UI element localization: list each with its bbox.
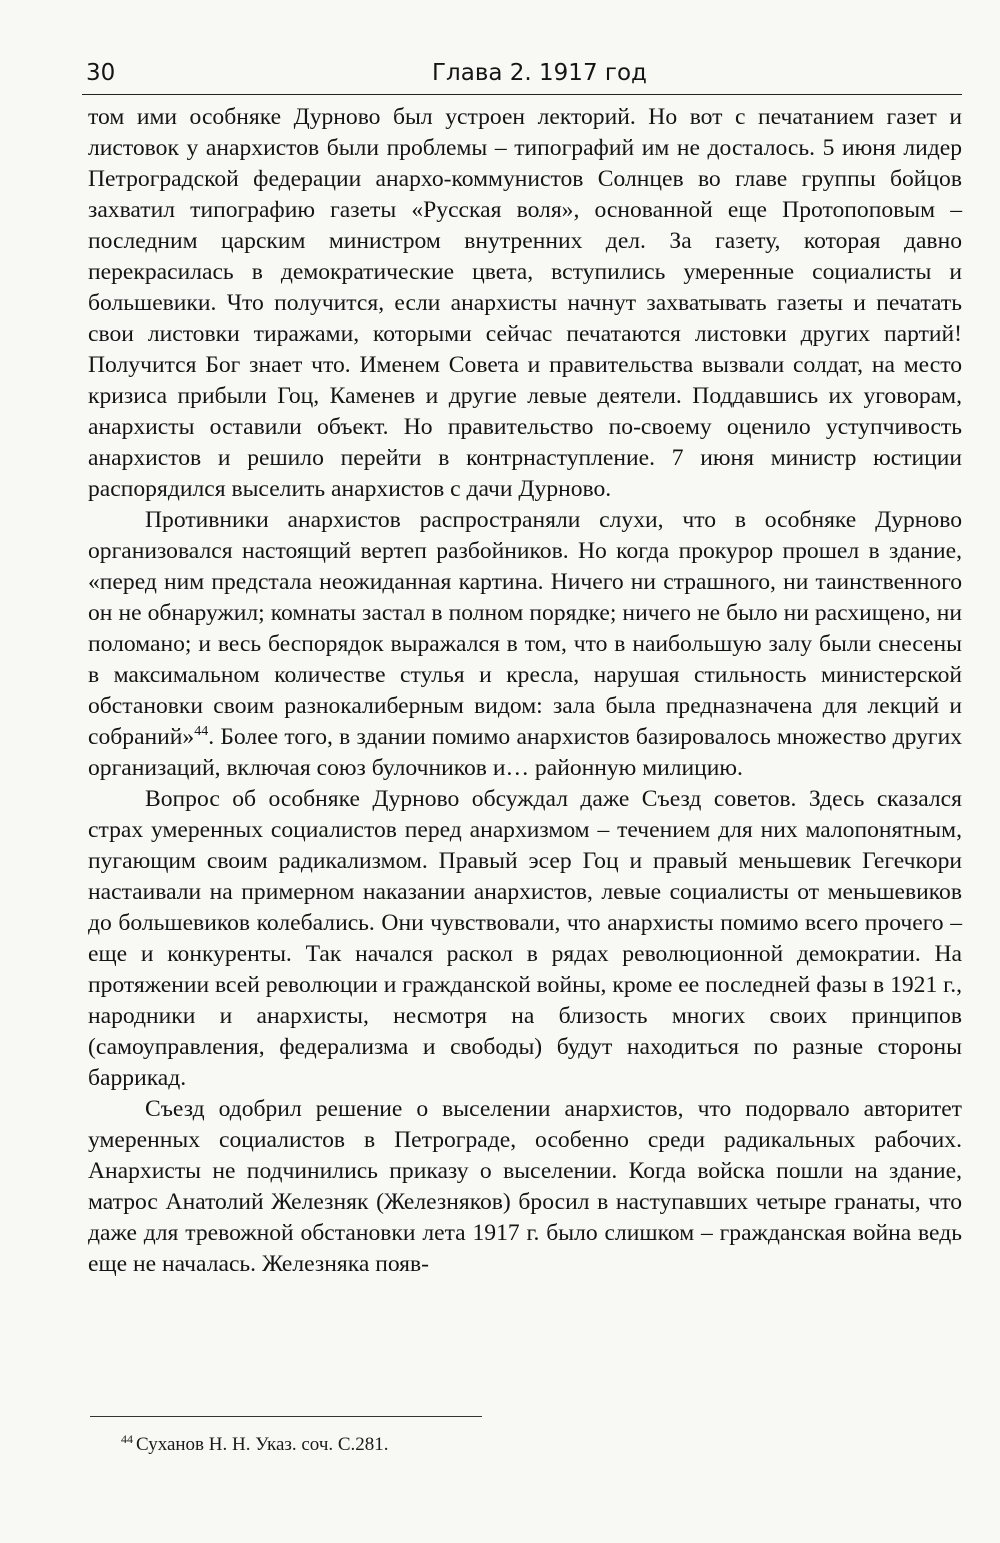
footnote-reference: 44 <box>194 724 209 739</box>
paragraph: Съезд одобрил решение о выселении анархистов, что подорвало авторитет умеренных социалистов в Петрограде, особенно среди радикальных рабочих. Анархисты не подчинились приказу о выселении. Когда войска пошли на здание, матрос Анатолий Железняк (Железняков) бросил в наступавших четыре гранаты, что даже для тревожной обстановки лета 1917 г. было слишком – гражданская война ведь еще не началась. Железняка появ- <box>88 1096 962 1277</box>
footnote-number: 44 <box>121 1432 133 1446</box>
page-number: 30 <box>86 60 116 86</box>
paragraph: Вопрос об особняке Дурново обсуждал даже Съезд советов. Здесь сказался страх умеренных социалистов перед анархизмом – течением для них малопонятным, пугающим своим радикализмом. Правый эсер Гоц и правый меньшевик Гегечкори настаивали на примерном наказании анархистов, левые социалисты от меньшевиков до большевиков колебались. Они чувствовали, что анархисты помимо всего прочего – еще и конкуренты. Так начался раскол в рядах революционной демократии. На протяжении всей революции и гражданской войны, кроме ее последней фазы в 1921 г., народники и анархисты, несмотря на близость многих своих принципов (самоуправления, федерализма и свободы) будут находиться по разные стороны баррикад. <box>88 786 962 1091</box>
footnote-text: Суханов Н. Н. Указ. соч. С.281. <box>136 1434 389 1455</box>
header-rule <box>82 94 962 95</box>
body-text <box>88 102 962 1280</box>
paragraph <box>88 505 962 784</box>
footnote <box>121 1434 389 1456</box>
paragraph-text: . Более того, в здании помимо анархистов базировалось множество других организаций, включая союз булочников и… районную милицию. <box>88 724 962 781</box>
running-head: Глава 2. 1917 год <box>432 60 647 86</box>
paragraph-text: Противники анархистов распространяли слухи, что в особняке Дурново организовался настоящий вертеп разбойников. Но когда прокурор прошел в здание, «перед ним предстала неожиданная картина. Ничего ни страшного, ни таинственного он не обнаружил; комнаты застал в полном порядке; ничего не было ни расхищено, ни поломано; и весь беспорядок выражался в том, что в наибольшую залу были снесены в максимальном количестве стулья и кресла, нарушая стильность министерской обстановки своим разнокалиберным видом: зала была предназначена для лекций и собраний» <box>88 507 962 750</box>
paragraph-continued: том ими особняке Дурново был устроен лекторий. Но вот с печатанием газет и листовок у анархистов были проблемы – типографий им не досталось. 5 июня лидер Петроградской федерации анархо-коммунистов Солнцев во главе группы бойцов захватил типографию газеты «Русская воля», основанной еще Протопоповым – последним царским министром внутренних дел. За газету, которая давно перекрасилась в демократические цвета, вступились умеренные социалисты и большевики. Что получится, если анархисты начнут захватывать газеты и печатать свои листовки тиражами, которыми сейчас печатаются листовки других партий! Получится Бог знает что. Именем Совета и правительства вызвали солдат, на место кризиса прибыли Гоц, Каменев и другие левые деятели. Поддавшись их уговорам, анархисты оставили объект. Но правительство по-своему оценило уступчивость анархистов и решило перейти в контрнаступление. 7 июня министр юстиции распорядился выселить анархистов с дачи Дурново. <box>88 104 962 502</box>
page-header <box>86 56 964 92</box>
footnote-rule <box>90 1416 482 1417</box>
